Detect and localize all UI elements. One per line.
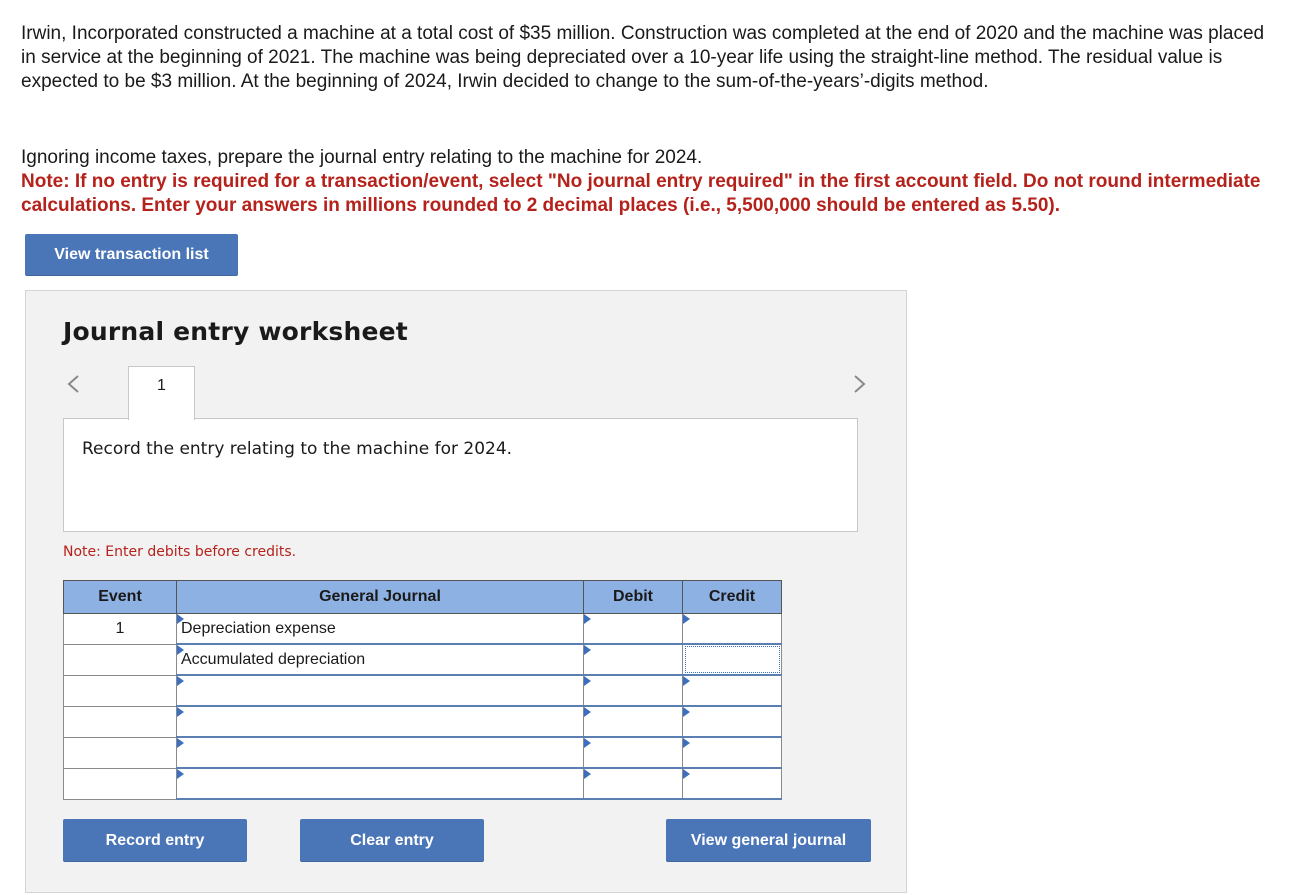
record-entry-button[interactable]: Record entry bbox=[63, 819, 247, 862]
table-row bbox=[64, 737, 782, 768]
account-field[interactable] bbox=[177, 768, 584, 799]
tab-entry-1[interactable]: 1 bbox=[128, 366, 195, 420]
debit-field[interactable] bbox=[584, 737, 683, 768]
debit-field[interactable] bbox=[584, 675, 683, 706]
header-event: Event bbox=[64, 581, 177, 614]
table-row bbox=[64, 614, 782, 645]
header-general-journal: General Journal bbox=[177, 581, 584, 614]
credit-field[interactable] bbox=[683, 706, 782, 737]
debits-note: Note: Enter debits before credits. bbox=[63, 544, 297, 560]
debit-field[interactable] bbox=[584, 614, 683, 645]
credit-field[interactable] bbox=[683, 768, 782, 799]
event-cell: 1 bbox=[64, 614, 177, 645]
debit-field[interactable] bbox=[584, 768, 683, 799]
credit-value[interactable] bbox=[683, 769, 781, 798]
debit-value[interactable] bbox=[584, 738, 682, 767]
debit-field[interactable] bbox=[584, 644, 683, 675]
credit-value[interactable] bbox=[683, 738, 781, 767]
entry-description-box bbox=[63, 418, 858, 532]
account-value[interactable] bbox=[177, 738, 583, 767]
credit-value[interactable] bbox=[683, 645, 781, 674]
account-value[interactable] bbox=[177, 769, 583, 798]
event-cell bbox=[64, 644, 177, 675]
journal-table bbox=[63, 580, 782, 800]
credit-field[interactable] bbox=[683, 644, 782, 675]
chevron-right-icon[interactable] bbox=[849, 373, 869, 395]
debit-value[interactable] bbox=[584, 645, 682, 674]
debit-value[interactable] bbox=[584, 676, 682, 705]
credit-value[interactable] bbox=[683, 676, 781, 705]
problem-statement: Irwin, Incorporated constructed a machine at a total cost of $35 million. Construction was completed at the end of 2020 and the machine was placed in service at the beginning of 2021. The machine was being depreciated over a 10-year life using the straight-line method. The residual value is expected to be $3 million. At the beginning of 2024, Irwin decided to change to the sum-of-the-years’-digits method. bbox=[21, 23, 1265, 92]
account-value[interactable] bbox=[177, 707, 583, 736]
debit-value[interactable] bbox=[584, 614, 682, 643]
header-credit: Credit bbox=[683, 581, 782, 614]
view-transaction-list-button[interactable]: View transaction list bbox=[25, 234, 238, 276]
table-row bbox=[64, 675, 782, 706]
credit-value[interactable] bbox=[683, 707, 781, 736]
view-general-journal-button[interactable]: View general journal bbox=[666, 819, 871, 862]
account-field[interactable] bbox=[177, 737, 584, 768]
journal-entry-worksheet bbox=[25, 290, 907, 893]
instruction-main: Ignoring income taxes, prepare the journal entry relating to the machine for 2024. bbox=[21, 147, 703, 168]
credit-field[interactable] bbox=[683, 737, 782, 768]
account-field[interactable] bbox=[177, 675, 584, 706]
debit-value[interactable] bbox=[584, 769, 682, 798]
header-debit: Debit bbox=[584, 581, 683, 614]
credit-field[interactable] bbox=[683, 675, 782, 706]
table-row bbox=[64, 768, 782, 799]
event-cell bbox=[64, 675, 177, 706]
account-field[interactable] bbox=[177, 614, 584, 645]
credit-field[interactable] bbox=[683, 614, 782, 645]
account-value[interactable]: Depreciation expense bbox=[181, 619, 336, 637]
account-value[interactable] bbox=[177, 676, 583, 705]
table-row bbox=[64, 706, 782, 737]
account-field[interactable] bbox=[177, 706, 584, 737]
debit-value[interactable] bbox=[584, 707, 682, 736]
debit-field[interactable] bbox=[584, 706, 683, 737]
instruction-note: Note: If no entry is required for a transaction/event, select "No journal entry required" in the first account field. Do not round intermediate calculations. Enter your answers in millions rounded to 2 decimal places (i.e., 5,500,000 should be entered as 5.50). bbox=[21, 171, 1261, 216]
instruction-text bbox=[21, 146, 1291, 218]
table-row bbox=[64, 644, 782, 675]
account-field[interactable] bbox=[177, 644, 584, 675]
event-cell bbox=[64, 737, 177, 768]
credit-value[interactable] bbox=[683, 614, 781, 643]
event-cell bbox=[64, 768, 177, 799]
worksheet-title: Journal entry worksheet bbox=[63, 317, 408, 346]
event-cell bbox=[64, 706, 177, 737]
clear-entry-button[interactable]: Clear entry bbox=[300, 819, 484, 862]
chevron-left-icon[interactable] bbox=[64, 373, 84, 395]
account-value[interactable]: Accumulated depreciation bbox=[181, 650, 366, 668]
entry-description: Record the entry relating to the machine for 2024. bbox=[82, 439, 513, 459]
